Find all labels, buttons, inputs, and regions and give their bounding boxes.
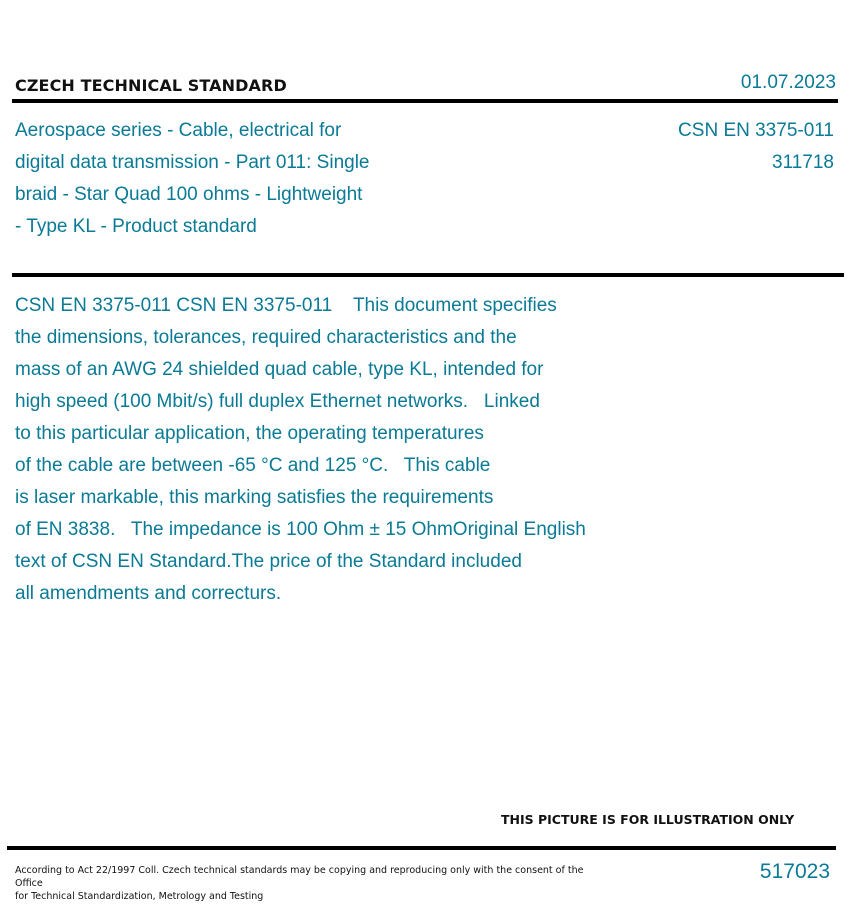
abstract-line: high speed (100 Mbit/s) full duplex Ethernet networks. Linked: [15, 391, 540, 412]
abstract-line: the dimensions, tolerances, required characteristics and the: [15, 327, 517, 348]
header-rule: [12, 99, 838, 103]
abstract-line: CSN EN 3375-011 CSN EN 3375-011 This document specifies: [15, 295, 557, 316]
document-title: [15, 115, 435, 243]
footer-number: 517023: [759, 860, 830, 883]
abstract-line: of EN 3838. The impedance is 100 Ohm ± 15 OhmOriginal English: [15, 519, 586, 540]
footer-rule: [7, 846, 836, 850]
document-code-block: [678, 115, 834, 179]
standard-code: CSN EN 3375-011: [678, 120, 834, 141]
title-line: Aerospace series - Cable, electrical for: [15, 120, 342, 141]
title-line: - Type KL - Product standard: [15, 216, 257, 237]
abstract-line: of the cable are between -65 °C and 125 °C. This cable: [15, 455, 491, 476]
abstract-line: mass of an AWG 24 shielded quad cable, type KL, intended for: [15, 359, 544, 380]
title-line: digital data transmission - Part 011: Single: [15, 152, 370, 173]
abstract-line: all amendments and correcturs.: [15, 583, 282, 604]
legal-notice: [15, 864, 585, 903]
legal-line: According to Act 22/1997 Coll. Czech technical standards may be copying and reproducing only with the consent of the Office: [15, 865, 584, 889]
title-line: braid - Star Quad 100 ohms - Lightweight: [15, 184, 363, 205]
legal-line: for Technical Standardization, Metrology and Testing: [15, 891, 264, 902]
standard-label: CZECH TECHNICAL STANDARD: [15, 76, 287, 95]
abstract-text: [15, 290, 675, 610]
publication-date: 01.07.2023: [740, 72, 836, 93]
abstract-line: text of CSN EN Standard.The price of the Standard included: [15, 551, 522, 572]
abstract-line: is laser markable, this marking satisfies the requirements: [15, 487, 494, 508]
abstract-line: to this particular application, the operating temperatures: [15, 423, 484, 444]
illustration-disclaimer: THIS PICTURE IS FOR ILLUSTRATION ONLY: [501, 812, 795, 827]
class-number: 311718: [772, 152, 834, 173]
title-rule: [12, 273, 844, 277]
